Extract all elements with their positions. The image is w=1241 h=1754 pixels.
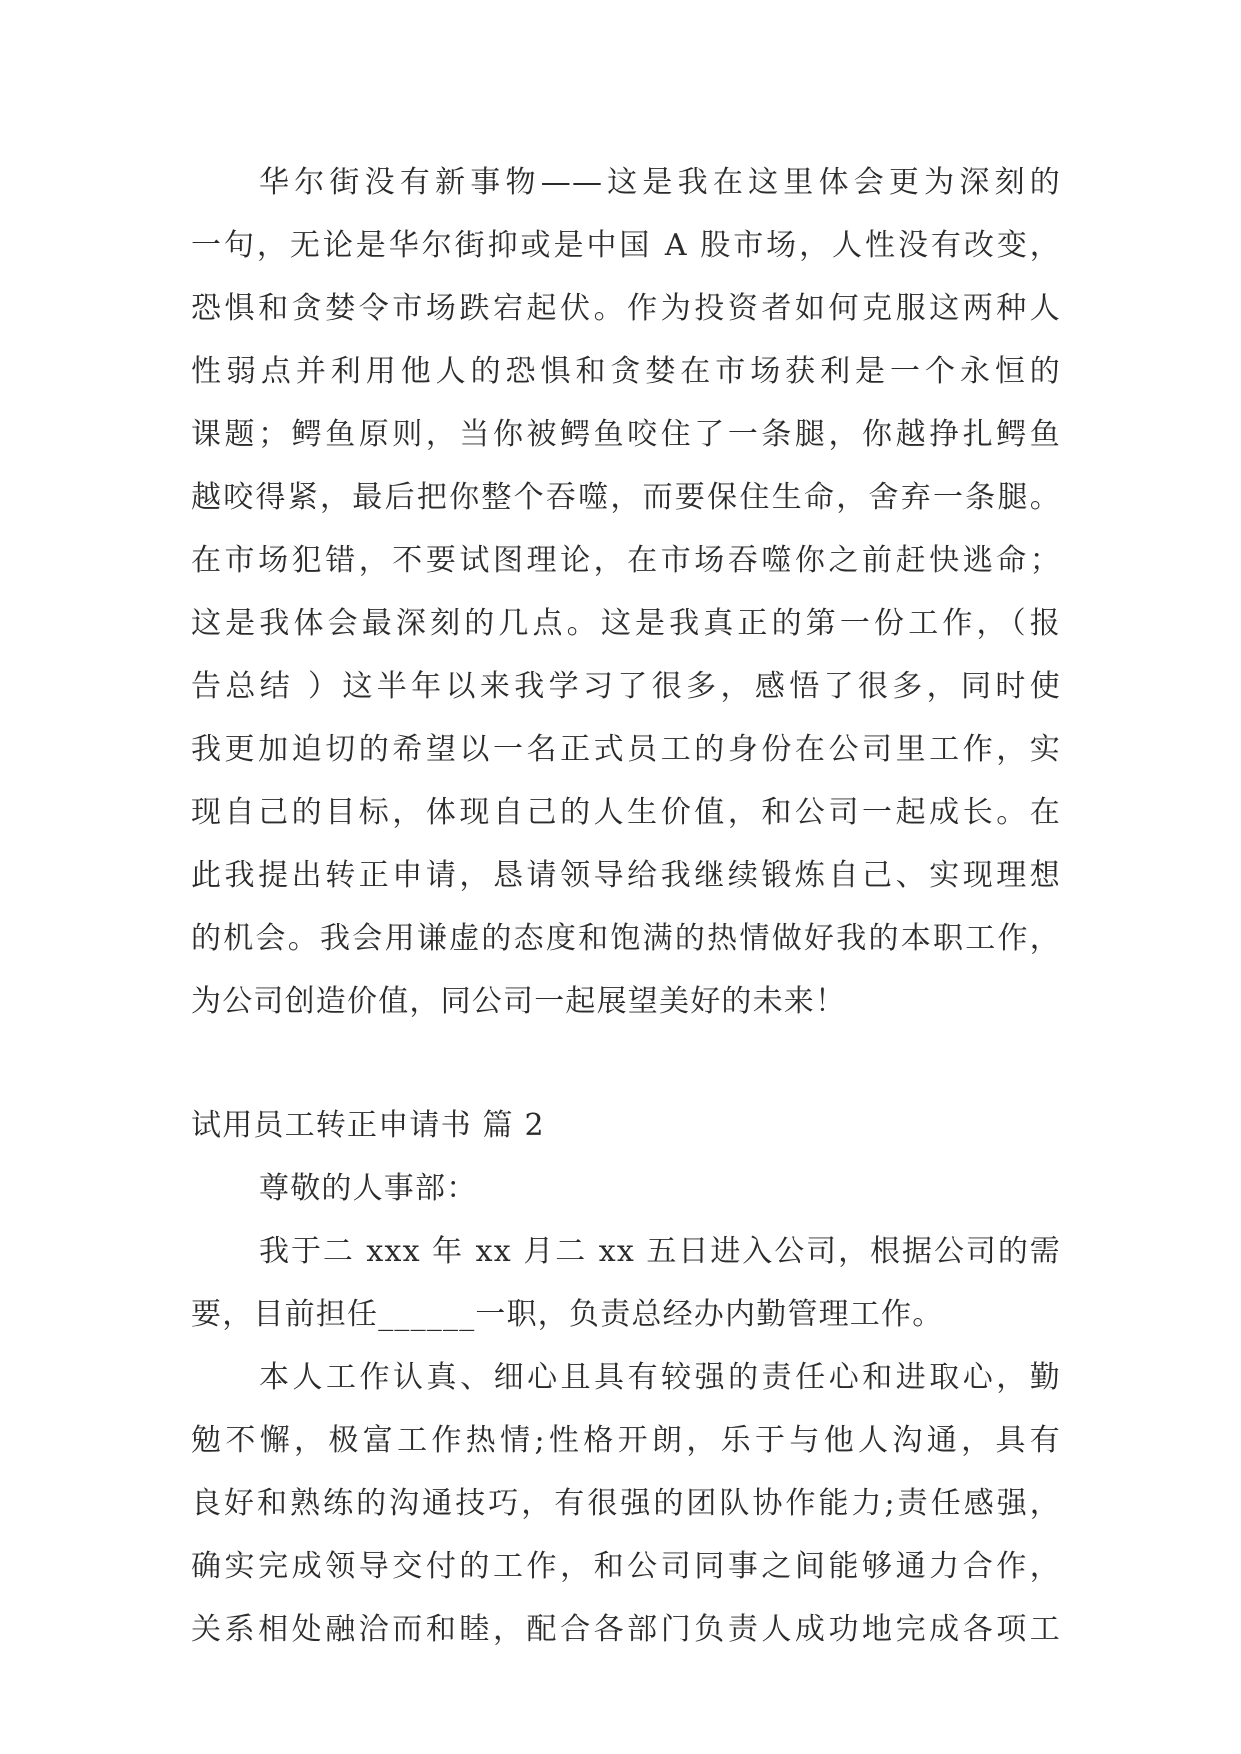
paragraph-line: 为公司创造价值，同公司一起展望美好的未来！ <box>191 984 847 1019</box>
paragraph-line: 要，目前担任______一职，负责总经办内勤管理工作。 <box>191 1297 944 1332</box>
paragraph-line: 华尔街没有新事物——这是我在这里体会更为深刻的 <box>259 165 1061 200</box>
paragraph-line: 一句，无论是华尔街抑或是中国 A 股市场，人性没有改变， <box>191 228 1061 263</box>
paragraph-line: 告总结 ）这半年以来我学习了很多，感悟了很多，同时使 <box>191 669 1061 704</box>
paragraph-line: 勉不懈，极富工作热情;性格开朗，乐于与他人沟通，具有 <box>191 1423 1061 1458</box>
paragraph-line: 现自己的目标，体现自己的人生价值，和公司一起成长。在 <box>191 795 1061 830</box>
salutation: 尊敬的人事部： <box>259 1171 478 1206</box>
paragraph-line: 关系相处融洽而和睦，配合各部门负责人成功地完成各项工 <box>191 1612 1061 1647</box>
paragraph-line: 在市场犯错，不要试图理论，在市场吞噬你之前赶快逃命； <box>191 543 1061 578</box>
paragraph-line: 良好和熟练的沟通技巧，有很强的团队协作能力;责任感强， <box>191 1486 1061 1521</box>
paragraph-line: 越咬得紧，最后把你整个吞噬，而要保住生命，舍弃一条腿。 <box>191 480 1061 515</box>
section-heading: 试用员工转正申请书 篇 2 <box>191 1108 545 1143</box>
paragraph-line: 确实完成领导交付的工作，和公司同事之间能够通力合作， <box>191 1549 1061 1584</box>
paragraph-line: 恐惧和贪婪令市场跌宕起伏。作为投资者如何克服这两种人 <box>191 291 1061 326</box>
paragraph-line: 课题；鳄鱼原则，当你被鳄鱼咬住了一条腿，你越挣扎鳄鱼 <box>191 417 1061 452</box>
paragraph-line: 的机会。我会用谦虚的态度和饱满的热情做好我的本职工作， <box>191 921 1061 956</box>
paragraph-line: 我更加迫切的希望以一名正式员工的身份在公司里工作，实 <box>191 732 1061 767</box>
paragraph-line: 此我提出转正申请，恳请领导给我继续锻炼自己、实现理想 <box>191 858 1061 893</box>
paragraph-line: 这是我体会最深刻的几点。这是我真正的第一份工作，（报 <box>191 606 1061 641</box>
paragraph-line: 我于二 xxx 年 xx 月二 xx 五日进入公司，根据公司的需 <box>259 1234 1061 1269</box>
paragraph-line: 性弱点并利用他人的恐惧和贪婪在市场获利是一个永恒的 <box>191 354 1061 389</box>
paragraph-line: 本人工作认真、细心且具有较强的责任心和进取心，勤 <box>259 1360 1061 1395</box>
